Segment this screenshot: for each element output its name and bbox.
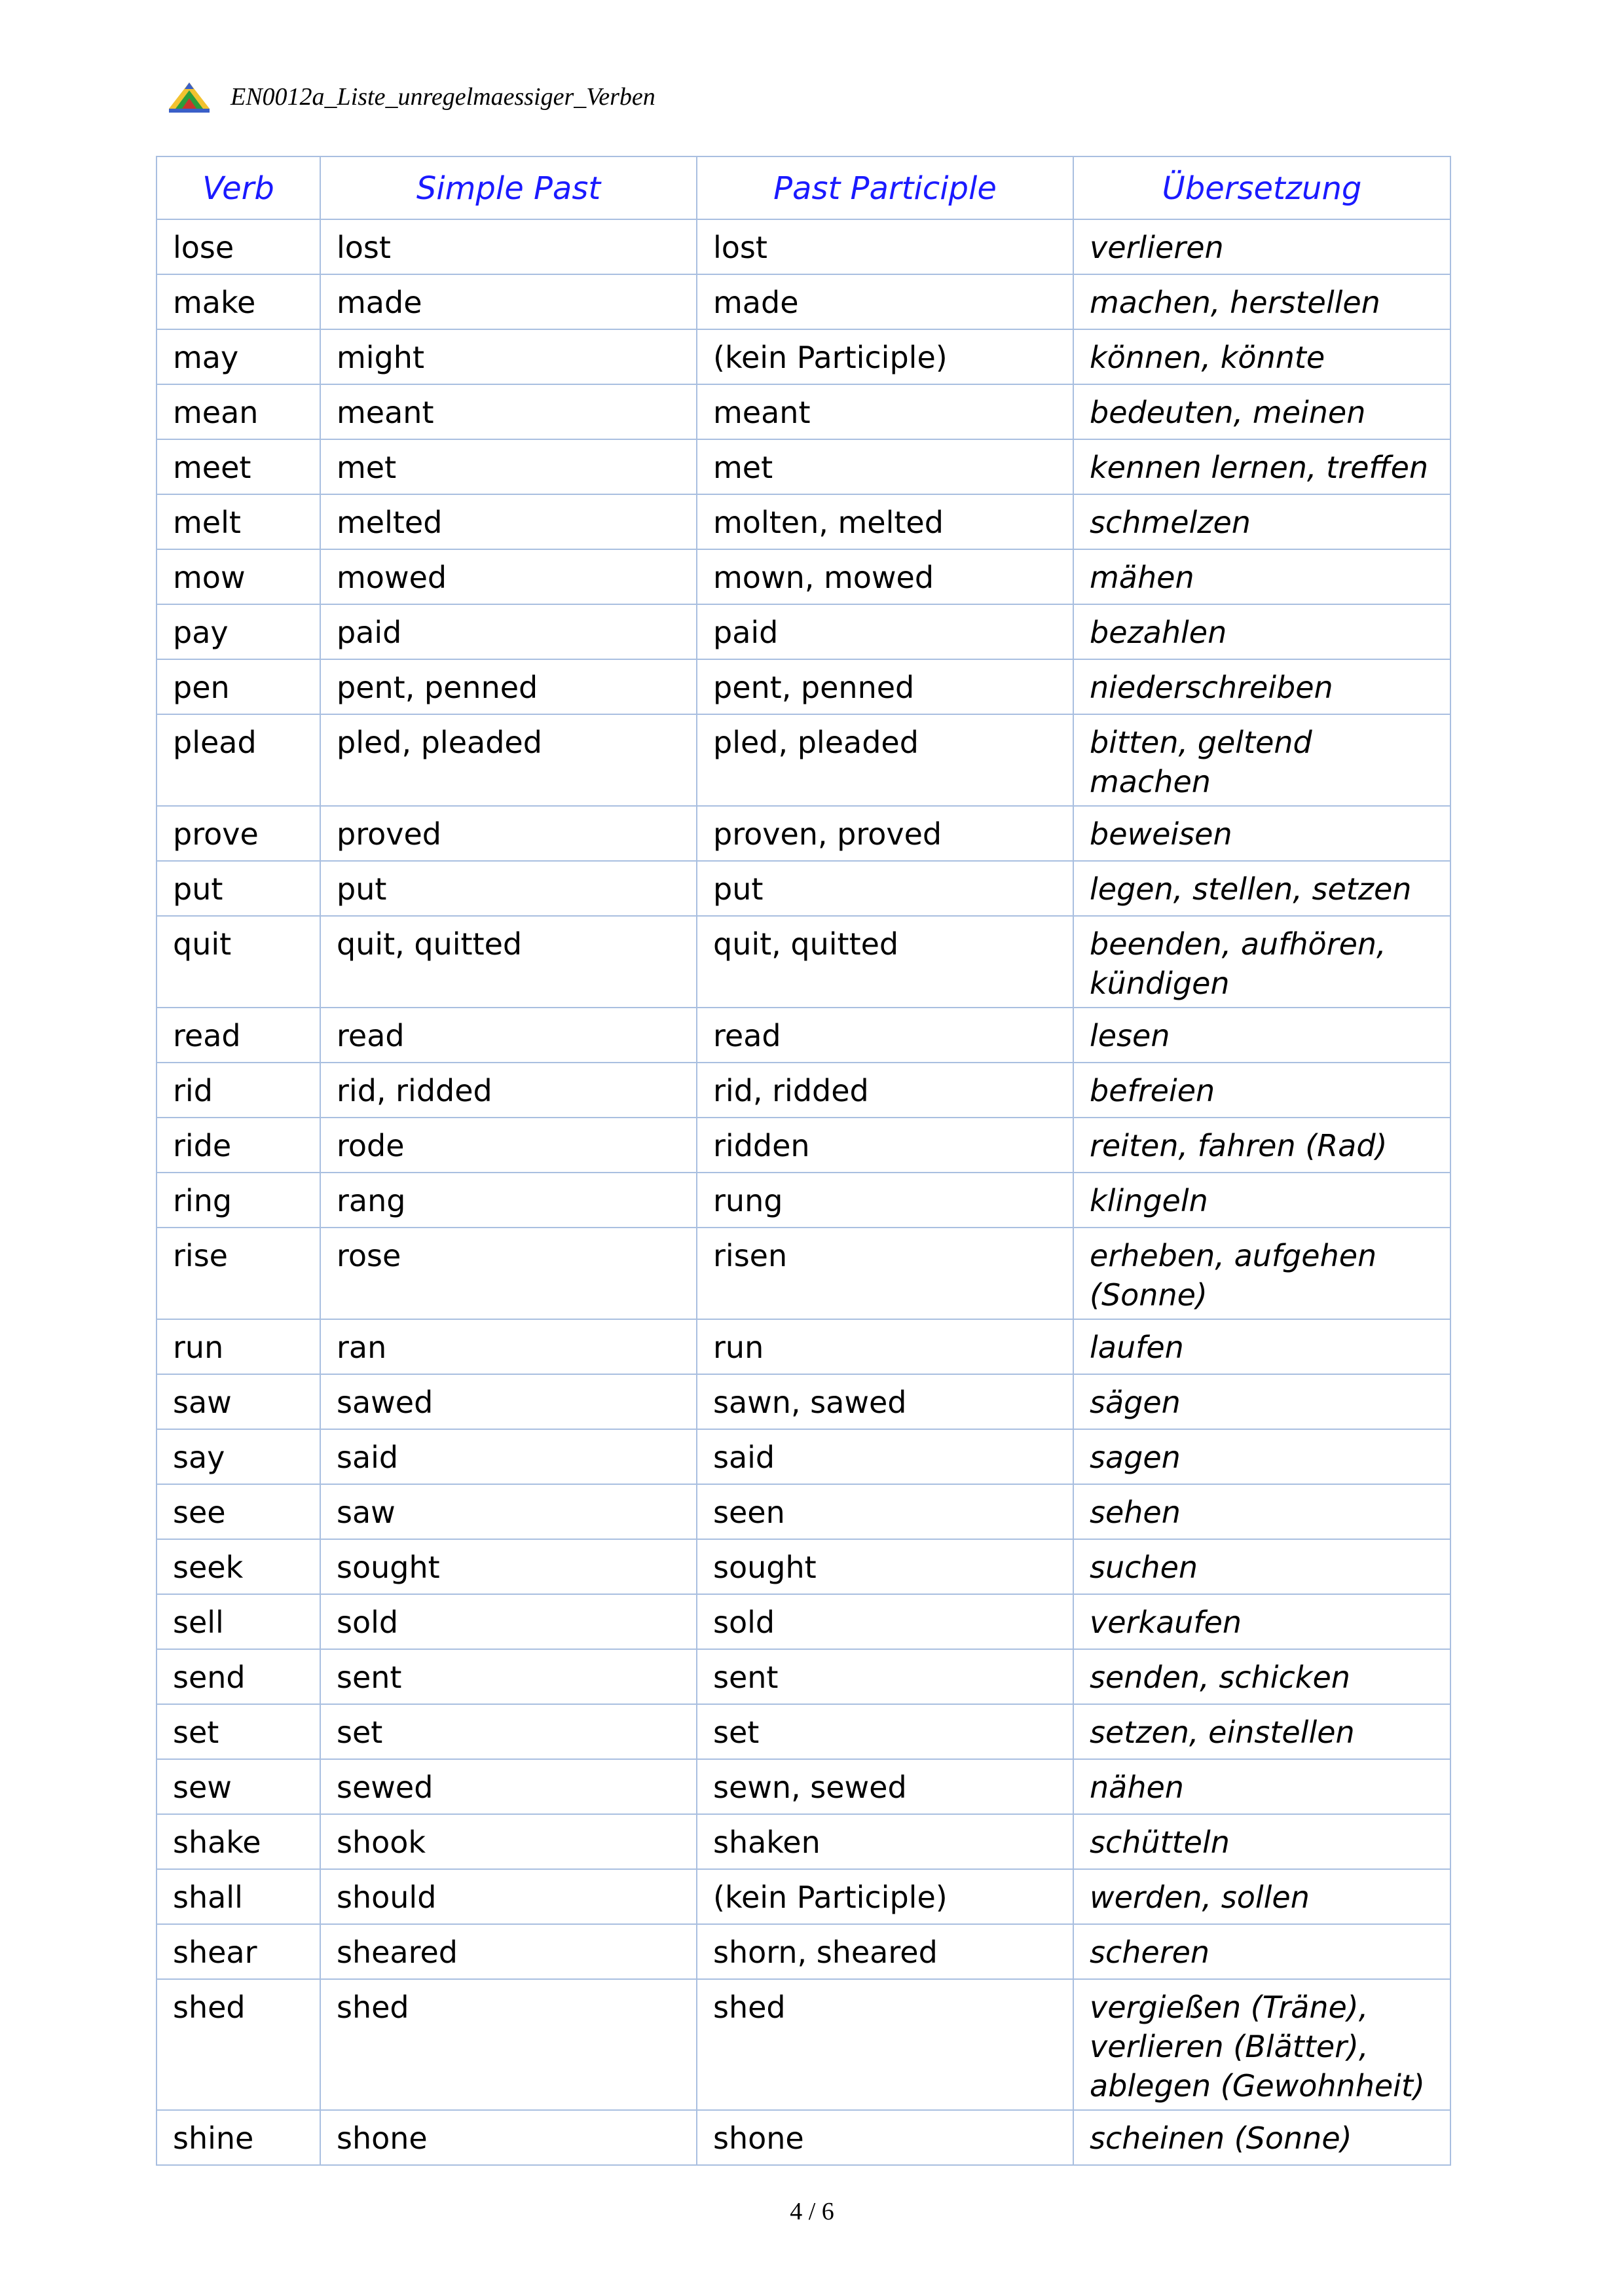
- past-participle-cell: shorn, sheared: [697, 1924, 1073, 1979]
- translation-cell: scheren: [1073, 1924, 1450, 1979]
- past-participle-cell: shone: [697, 2110, 1073, 2165]
- table-header-row: [157, 156, 1450, 219]
- simple-past-cell: sawed: [320, 1374, 697, 1429]
- simple-past-cell: set: [320, 1704, 697, 1759]
- past-participle-cell: sold: [697, 1594, 1073, 1649]
- translation-cell: lesen: [1073, 1008, 1450, 1063]
- column-header-simple-past: Simple Past: [320, 156, 697, 219]
- past-participle-cell: ridden: [697, 1118, 1073, 1173]
- simple-past-cell: sewed: [320, 1759, 697, 1814]
- past-participle-cell: risen: [697, 1228, 1073, 1319]
- table-row: [157, 714, 1450, 806]
- translation-cell: setzen, einstellen: [1073, 1704, 1450, 1759]
- translation-cell: verkaufen: [1073, 1594, 1450, 1649]
- past-participle-cell: sought: [697, 1539, 1073, 1594]
- simple-past-cell: shook: [320, 1814, 697, 1869]
- verb-cell: see: [157, 1484, 320, 1539]
- table-row: [157, 1539, 1450, 1594]
- past-participle-cell: molten, melted: [697, 494, 1073, 549]
- translation-cell: kennen lernen, treffen: [1073, 439, 1450, 494]
- table-row: [157, 659, 1450, 714]
- translation-cell: scheinen (Sonne): [1073, 2110, 1450, 2165]
- table-row: [157, 1594, 1450, 1649]
- translation-cell: schmelzen: [1073, 494, 1450, 549]
- translation-cell: mähen: [1073, 549, 1450, 604]
- verb-cell: mow: [157, 549, 320, 604]
- table-row: [157, 1228, 1450, 1319]
- translation-cell: befreien: [1073, 1063, 1450, 1118]
- column-header-past-participle: Past Participle: [697, 156, 1073, 219]
- simple-past-cell: ran: [320, 1319, 697, 1374]
- verb-cell: set: [157, 1704, 320, 1759]
- document-header: [168, 73, 655, 120]
- simple-past-cell: sought: [320, 1539, 697, 1594]
- past-participle-cell: meant: [697, 384, 1073, 439]
- verb-cell: quit: [157, 916, 320, 1008]
- column-header-translation: Übersetzung: [1073, 156, 1450, 219]
- table-row: [157, 219, 1450, 274]
- translation-cell: senden, schicken: [1073, 1649, 1450, 1704]
- table-row: [157, 1924, 1450, 1979]
- simple-past-cell: should: [320, 1869, 697, 1924]
- verb-cell: seek: [157, 1539, 320, 1594]
- past-participle-cell: rid, ridded: [697, 1063, 1073, 1118]
- past-participle-cell: lost: [697, 219, 1073, 274]
- table-row: [157, 2110, 1450, 2165]
- simple-past-cell: paid: [320, 604, 697, 659]
- translation-cell: verlieren: [1073, 219, 1450, 274]
- simple-past-cell: pled, pleaded: [320, 714, 697, 806]
- past-participle-cell: (kein Participle): [697, 329, 1073, 384]
- past-participle-cell: rung: [697, 1173, 1073, 1228]
- simple-past-cell: shone: [320, 2110, 697, 2165]
- table-row: [157, 1869, 1450, 1924]
- table-row: [157, 1429, 1450, 1484]
- simple-past-cell: rid, ridded: [320, 1063, 697, 1118]
- page-number: 4 / 6: [790, 2198, 834, 2225]
- verb-cell: melt: [157, 494, 320, 549]
- past-participle-cell: sent: [697, 1649, 1073, 1704]
- verb-cell: mean: [157, 384, 320, 439]
- simple-past-cell: shed: [320, 1979, 697, 2110]
- translation-cell: vergießen (Träne), verlieren (Blätter), ablegen (Gewohnheit): [1073, 1979, 1450, 2110]
- mountain-logo-icon: [168, 80, 211, 114]
- simple-past-cell: mowed: [320, 549, 697, 604]
- table-row: [157, 1649, 1450, 1704]
- simple-past-cell: lost: [320, 219, 697, 274]
- translation-cell: werden, sollen: [1073, 1869, 1450, 1924]
- verb-cell: lose: [157, 219, 320, 274]
- translation-cell: bezahlen: [1073, 604, 1450, 659]
- table-row: [157, 1759, 1450, 1814]
- document-title: EN0012a_Liste_unregelmaessiger_Verben: [231, 83, 655, 111]
- past-participle-cell: sewn, sewed: [697, 1759, 1073, 1814]
- verb-cell: make: [157, 274, 320, 329]
- translation-cell: beweisen: [1073, 806, 1450, 861]
- table-row: [157, 1319, 1450, 1374]
- verb-cell: shine: [157, 2110, 320, 2165]
- verb-cell: pen: [157, 659, 320, 714]
- table-row: [157, 1374, 1450, 1429]
- translation-cell: bitten, geltend machen: [1073, 714, 1450, 806]
- simple-past-cell: meant: [320, 384, 697, 439]
- past-participle-cell: said: [697, 1429, 1073, 1484]
- verb-cell: ride: [157, 1118, 320, 1173]
- simple-past-cell: pent, penned: [320, 659, 697, 714]
- table-row: [157, 1173, 1450, 1228]
- past-participle-cell: pled, pleaded: [697, 714, 1073, 806]
- translation-cell: sagen: [1073, 1429, 1450, 1484]
- simple-past-cell: melted: [320, 494, 697, 549]
- table-body: [157, 219, 1450, 2165]
- verb-cell: sew: [157, 1759, 320, 1814]
- past-participle-cell: proven, proved: [697, 806, 1073, 861]
- verb-cell: rid: [157, 1063, 320, 1118]
- past-participle-cell: met: [697, 439, 1073, 494]
- translation-cell: bedeuten, meinen: [1073, 384, 1450, 439]
- table-row: [157, 1704, 1450, 1759]
- column-header-verb: Verb: [157, 156, 320, 219]
- translation-cell: können, könnte: [1073, 329, 1450, 384]
- simple-past-cell: proved: [320, 806, 697, 861]
- simple-past-cell: rang: [320, 1173, 697, 1228]
- verb-cell: rise: [157, 1228, 320, 1319]
- verb-cell: run: [157, 1319, 320, 1374]
- table-row: [157, 916, 1450, 1008]
- past-participle-cell: sawn, sawed: [697, 1374, 1073, 1429]
- table-row: [157, 494, 1450, 549]
- table-row: [157, 1484, 1450, 1539]
- simple-past-cell: saw: [320, 1484, 697, 1539]
- simple-past-cell: might: [320, 329, 697, 384]
- verb-cell: put: [157, 861, 320, 916]
- past-participle-cell: shaken: [697, 1814, 1073, 1869]
- past-participle-cell: mown, mowed: [697, 549, 1073, 604]
- irregular-verbs-table: [156, 156, 1451, 2166]
- table-row: [157, 384, 1450, 439]
- translation-cell: suchen: [1073, 1539, 1450, 1594]
- simple-past-cell: sent: [320, 1649, 697, 1704]
- verb-cell: plead: [157, 714, 320, 806]
- table-row: [157, 1118, 1450, 1173]
- past-participle-cell: shed: [697, 1979, 1073, 2110]
- past-participle-cell: made: [697, 274, 1073, 329]
- table-row: [157, 604, 1450, 659]
- translation-cell: sägen: [1073, 1374, 1450, 1429]
- verb-cell: ring: [157, 1173, 320, 1228]
- verb-cell: prove: [157, 806, 320, 861]
- translation-cell: beenden, aufhören, kündigen: [1073, 916, 1450, 1008]
- verb-cell: read: [157, 1008, 320, 1063]
- past-participle-cell: set: [697, 1704, 1073, 1759]
- simple-past-cell: met: [320, 439, 697, 494]
- verb-cell: pay: [157, 604, 320, 659]
- verb-cell: sell: [157, 1594, 320, 1649]
- translation-cell: sehen: [1073, 1484, 1450, 1539]
- translation-cell: schütteln: [1073, 1814, 1450, 1869]
- translation-cell: niederschreiben: [1073, 659, 1450, 714]
- verb-cell: saw: [157, 1374, 320, 1429]
- past-participle-cell: read: [697, 1008, 1073, 1063]
- translation-cell: erheben, aufgehen (Sonne): [1073, 1228, 1450, 1319]
- verb-cell: shear: [157, 1924, 320, 1979]
- verb-cell: shall: [157, 1869, 320, 1924]
- table-row: [157, 861, 1450, 916]
- translation-cell: nähen: [1073, 1759, 1450, 1814]
- table-row: [157, 806, 1450, 861]
- simple-past-cell: rode: [320, 1118, 697, 1173]
- translation-cell: laufen: [1073, 1319, 1450, 1374]
- past-participle-cell: quit, quitted: [697, 916, 1073, 1008]
- past-participle-cell: seen: [697, 1484, 1073, 1539]
- past-participle-cell: run: [697, 1319, 1073, 1374]
- past-participle-cell: put: [697, 861, 1073, 916]
- table-row: [157, 1979, 1450, 2110]
- simple-past-cell: quit, quitted: [320, 916, 697, 1008]
- verb-cell: send: [157, 1649, 320, 1704]
- past-participle-cell: pent, penned: [697, 659, 1073, 714]
- verb-cell: shed: [157, 1979, 320, 2110]
- translation-cell: klingeln: [1073, 1173, 1450, 1228]
- table-row: [157, 274, 1450, 329]
- simple-past-cell: sheared: [320, 1924, 697, 1979]
- table-row: [157, 1008, 1450, 1063]
- past-participle-cell: (kein Participle): [697, 1869, 1073, 1924]
- table-row: [157, 439, 1450, 494]
- simple-past-cell: put: [320, 861, 697, 916]
- table-row: [157, 1814, 1450, 1869]
- simple-past-cell: read: [320, 1008, 697, 1063]
- table-row: [157, 549, 1450, 604]
- verb-cell: say: [157, 1429, 320, 1484]
- verb-cell: may: [157, 329, 320, 384]
- verb-cell: shake: [157, 1814, 320, 1869]
- translation-cell: machen, herstellen: [1073, 274, 1450, 329]
- translation-cell: legen, stellen, setzen: [1073, 861, 1450, 916]
- past-participle-cell: paid: [697, 604, 1073, 659]
- table-row: [157, 329, 1450, 384]
- simple-past-cell: said: [320, 1429, 697, 1484]
- verb-cell: meet: [157, 439, 320, 494]
- simple-past-cell: rose: [320, 1228, 697, 1319]
- table-row: [157, 1063, 1450, 1118]
- translation-cell: reiten, fahren (Rad): [1073, 1118, 1450, 1173]
- simple-past-cell: sold: [320, 1594, 697, 1649]
- simple-past-cell: made: [320, 274, 697, 329]
